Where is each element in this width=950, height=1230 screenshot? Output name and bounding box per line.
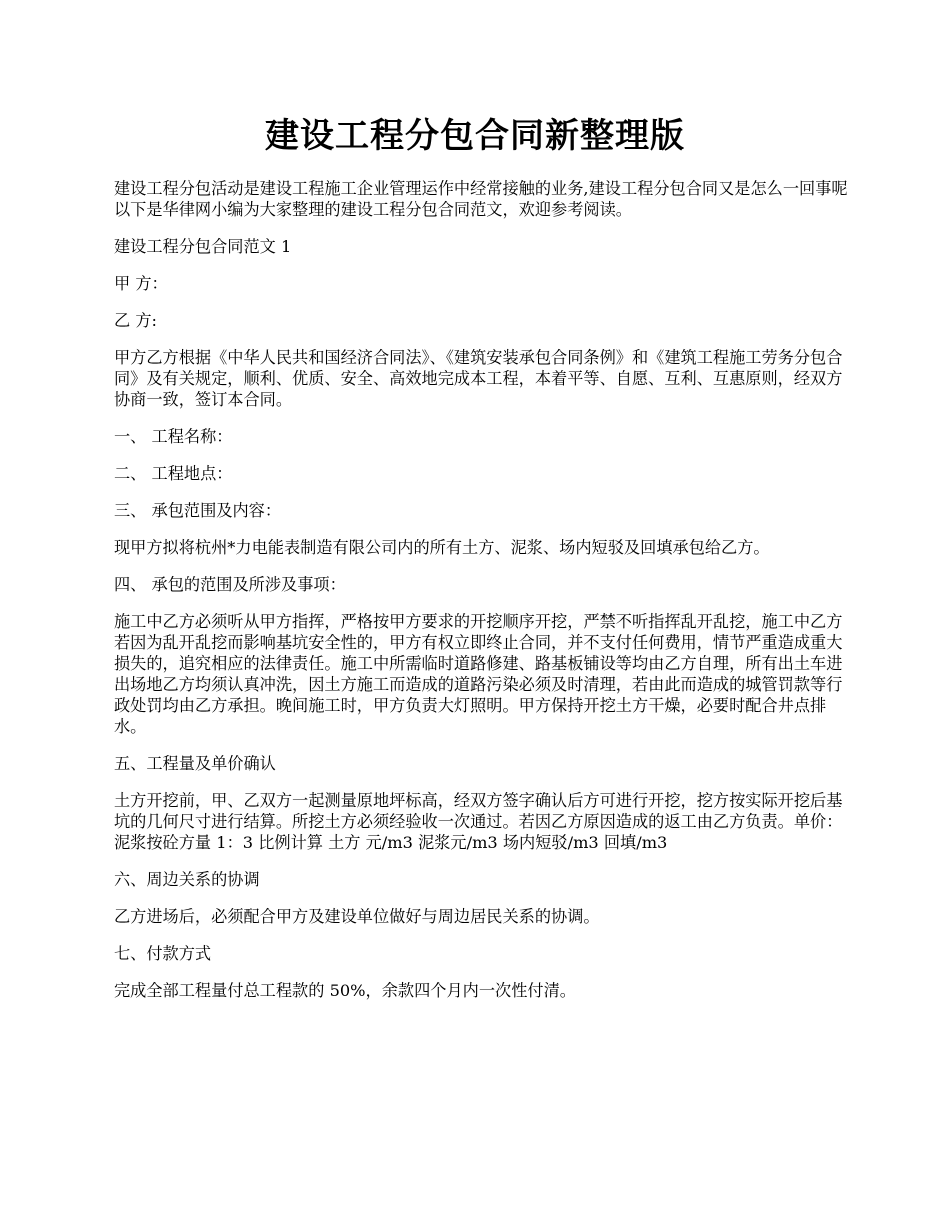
intro-paragraph: 建设工程分包活动是建设工程施工企业管理运作中经常接触的业务,建设工程分包合同又是怎么一回事呢 以下是华律网小编为大家整理的建设工程分包合同范文，欢迎参考阅读。 <box>114 179 848 219</box>
clause-3-scope-heading: 三、 承包范围及内容： <box>114 501 282 520</box>
party-a-line: 甲 方： <box>114 274 168 293</box>
clause-7-text: 完成全部工程量付总工程款的 50%，余款四个月内一次性付清。 <box>114 981 576 1000</box>
clause-4-heading: 四、 承包的范围及所涉及事项： <box>114 575 346 594</box>
clause-5-heading: 五、工程量及单价确认 <box>114 754 276 773</box>
clause-7-heading: 七、付款方式 <box>114 944 212 963</box>
clause-6-heading: 六、周边关系的协调 <box>114 870 260 889</box>
clause-3-scope-text: 现甲方拟将杭州*力电能表制造有限公司内的所有土方、泥浆、场内短驳及回填承包给乙方。 <box>114 538 770 557</box>
clause-1-project-name: 一、 工程名称： <box>114 427 233 446</box>
document-body <box>114 178 852 1017</box>
clause-5-text: 土方开挖前，甲、乙双方一起测量原地坪标高，经双方签字确认后方可进行开挖，挖方按实际开挖后基坑的几何尺寸进行结算。所挖土方必须经验收一次通过。若因乙方原因造成的返工由乙方负责。单价：泥浆按砼方量 1：3 比例计算 土方 元/m3 泥浆元/m3 场内短驳/m3 回填/m3 <box>114 791 843 852</box>
clause-4-text: 施工中乙方必须听从甲方指挥，严格按甲方要求的开挖顺序开挖，严禁不听指挥乱开乱挖，施工中乙方若因为乱开乱挖而影响基坑安全性的，甲方有权立即终止合同，并不支付任何费用，情节严重造成重大损失的，追究相应的法律责任。施工中所需临时道路修建、路基板铺设等均由乙方自理，所有出土车进出场地乙方均须认真冲洗，因土方施工而造成的道路污染必须及时清理，若由此而造成的城管罚款等行政处罚均由乙方承担。晚间施工时，甲方负责大灯照明。甲方保持开挖土方干燥，必要时配合井点排水。 <box>114 612 843 736</box>
preamble-paragraph: 甲方乙方根据《中华人民共和国经济合同法》、《建筑安装承包合同条例》和《建筑工程施工劳务分包合同》及有关规定，顺利、优质、安全、高效地完成本工程，本着平等、自愿、互利、互惠原则，经双方协商一致，签订本合同。 <box>114 348 843 409</box>
clause-6-text: 乙方进场后，必须配合甲方及建设单位做好与周边居民关系的协调。 <box>114 907 600 926</box>
party-b-line: 乙 方: <box>114 311 157 330</box>
clause-2-project-location: 二、 工程地点： <box>114 464 233 483</box>
document-title: 建设工程分包合同新整理版 <box>265 116 685 156</box>
section-heading-sample-1: 建设工程分包合同范文 1 <box>114 237 292 256</box>
